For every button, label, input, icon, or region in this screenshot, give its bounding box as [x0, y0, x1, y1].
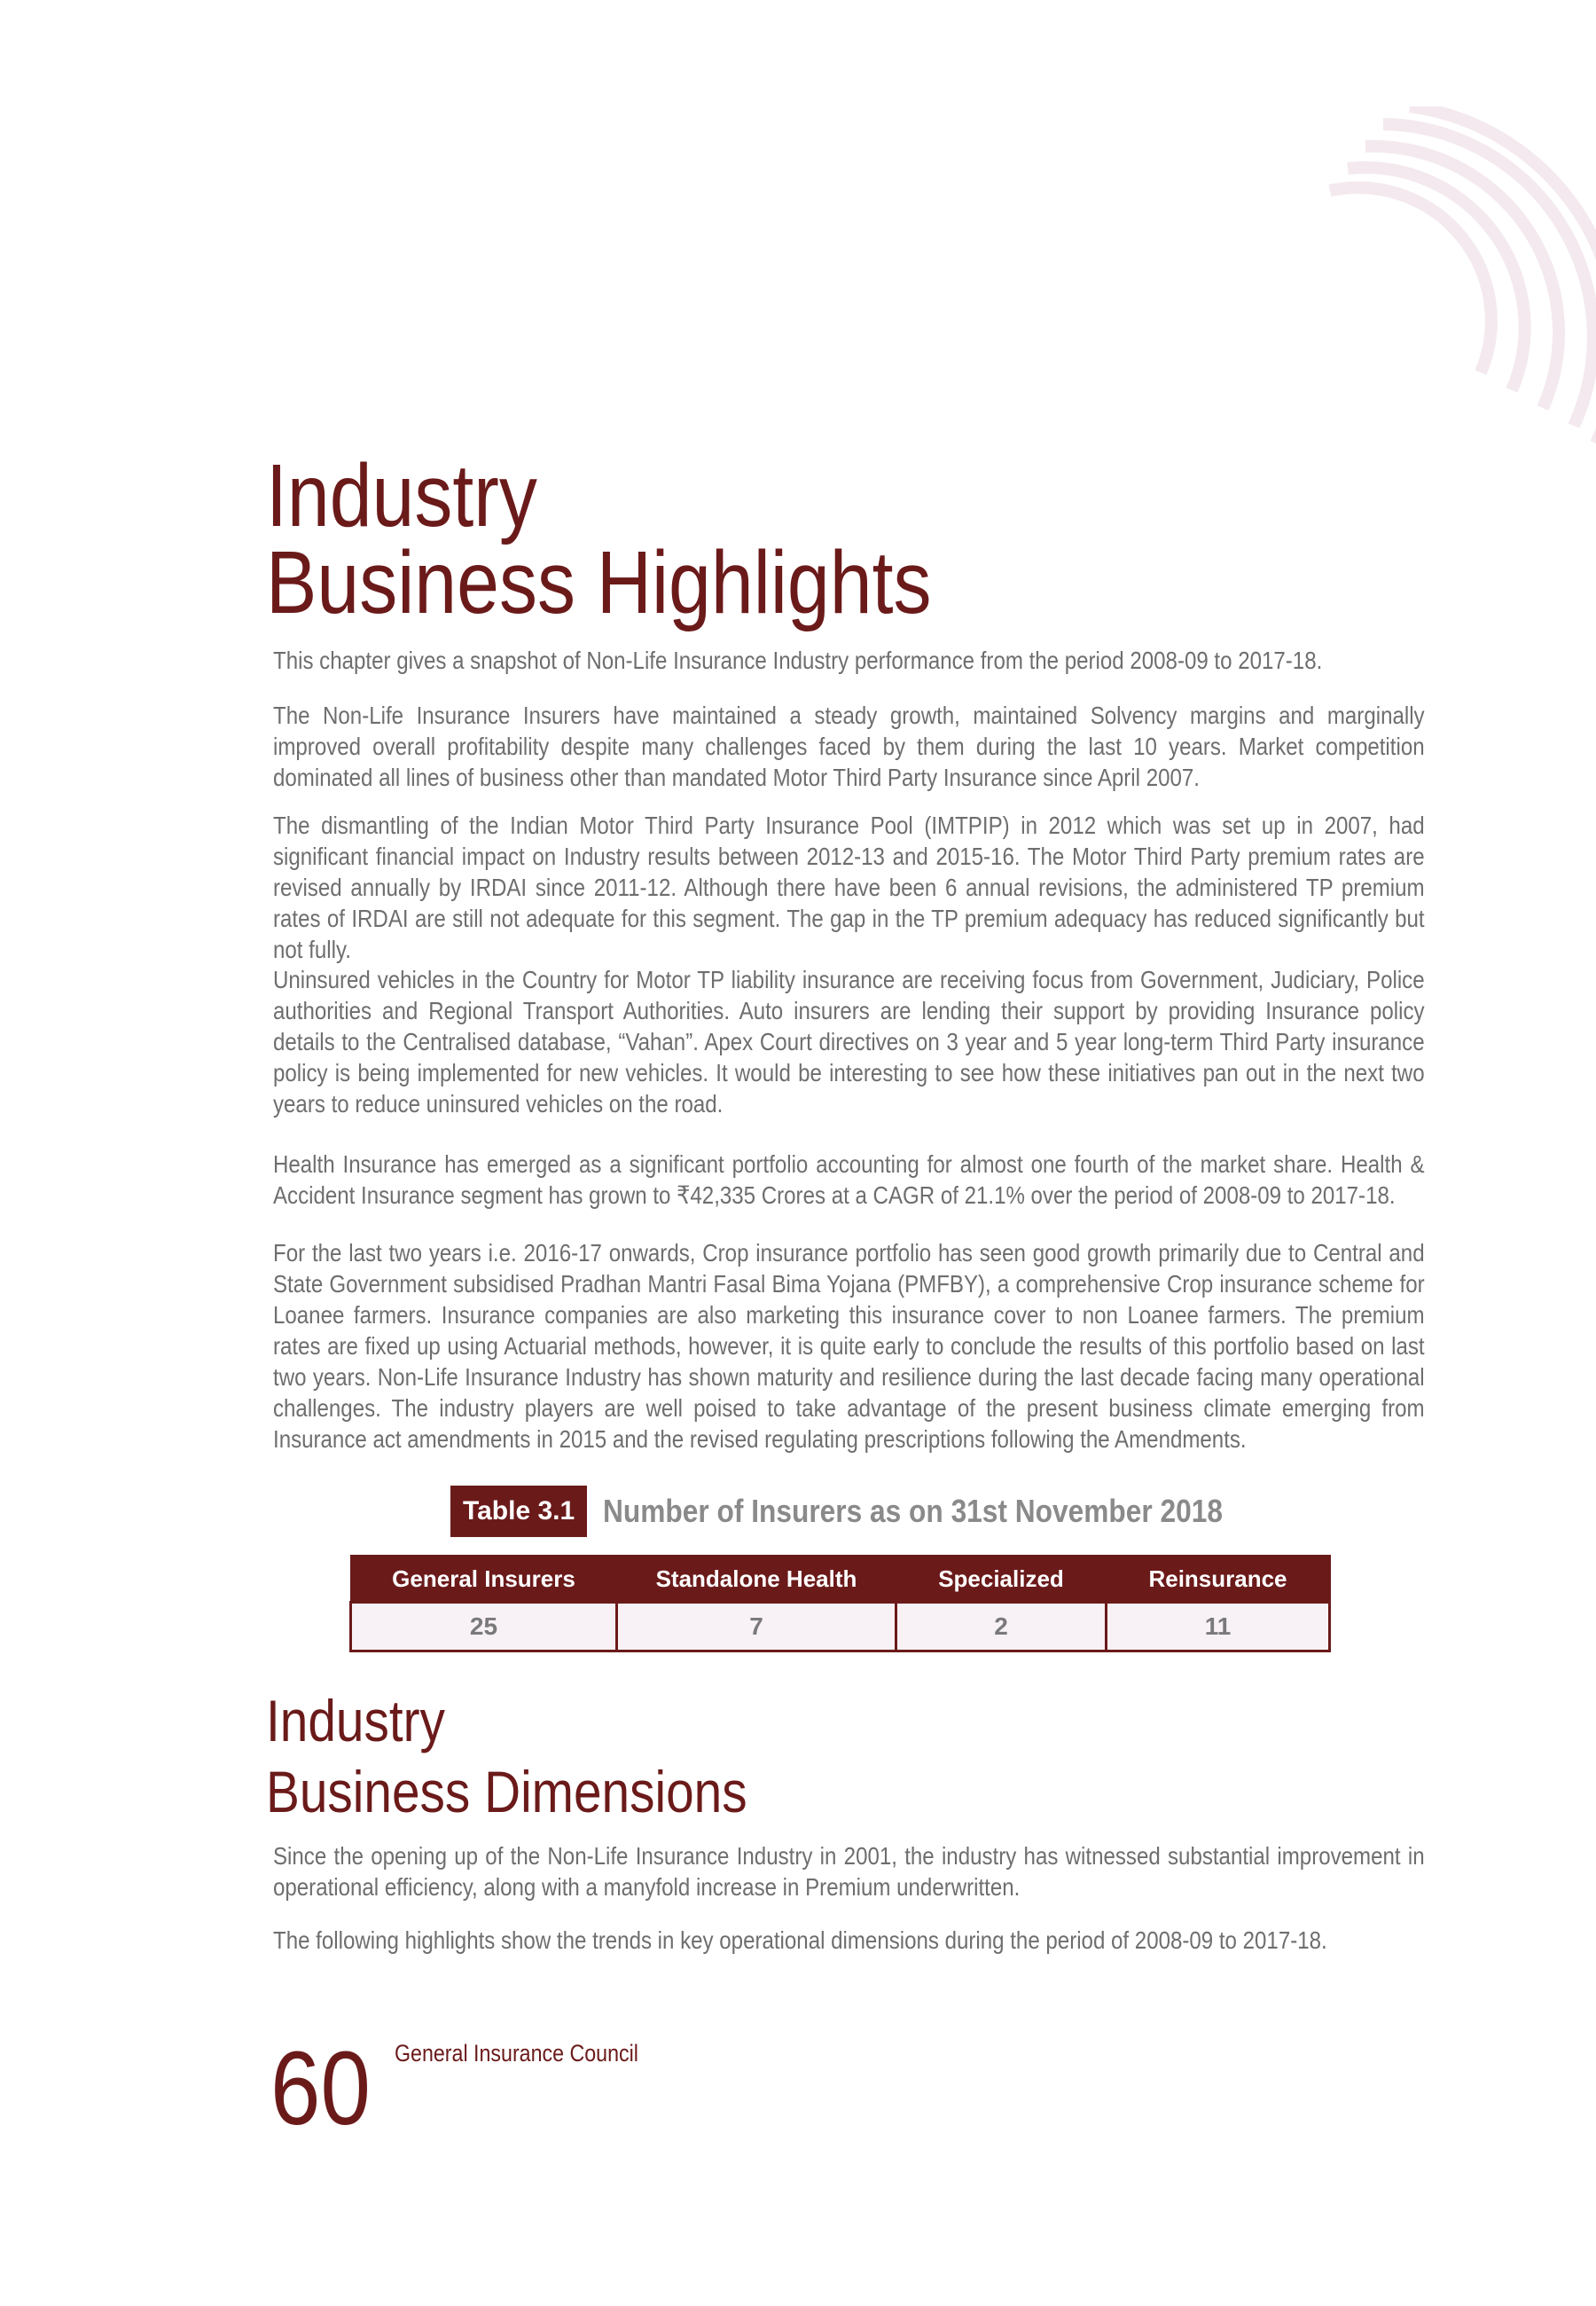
- paragraph-imtpip: The dismantling of the Indian Motor Third Party Insurance Pool (IMTPIP) in 2012 which was set up in 2007, had significant financial impact on Industry results between 2012-13 and 2015-16. The Motor Third Party premium rates are revised annually by IRDAI since 2011-12. Although there have been 6 annual revisions, the administered TP premium rates of IRDAI are still not adequate for this segment. The gap in the TP premium adequacy has reduced significantly but not fully.: [273, 812, 1425, 963]
- paragraph-trends: The following highlights show the trends in key operational dimensions during the period of 2008-09 to 2017-18.: [273, 1926, 1327, 1954]
- table-header-row: [351, 1556, 1330, 1603]
- paragraph-growth: The Non-Life Insurance Insurers have maintained a steady growth, maintained Solvency margins and marginally improved overall profitability despite many challenges faced by them during the last 10 years. Market competition dominated all lines of business other than mandated Motor Third Party Insurance since April 2007.: [273, 702, 1425, 791]
- insurers-table: [349, 1555, 1331, 1652]
- decorative-arcs: [1312, 106, 1596, 479]
- table-header-cell: General Insurers: [351, 1556, 617, 1603]
- table-title: [450, 1486, 1307, 1537]
- table-header-cell: Specialized: [896, 1556, 1107, 1603]
- footer-publisher: General Insurance Council: [395, 2040, 638, 2067]
- paragraph-health-insurance: Health Insurance has emerged as a significant portfolio accounting for almost one fourth of the market share. Health & Accident Insurance segment has grown to ₹42,335 Crores at a CAGR of 21.1% over the period of 2008-09 to 2017-18.: [273, 1150, 1425, 1209]
- table-caption: Number of Insurers as on 31st November 2018: [603, 1493, 1224, 1529]
- section-heading-highlights: [266, 446, 932, 632]
- heading-line: Business Dimensions: [266, 1759, 747, 1824]
- table-header-cell: Reinsurance: [1107, 1556, 1330, 1603]
- heading-line: Business Highlights: [266, 533, 932, 632]
- table-cell: 7: [617, 1603, 896, 1651]
- table-header-cell: Standalone Health: [617, 1556, 896, 1603]
- paragraph-intro: This chapter gives a snapshot of Non-Life Insurance Industry performance from the period 2008-09 to 2017-18.: [273, 647, 1323, 674]
- table-cell: 25: [351, 1603, 617, 1651]
- paragraph-opening-up: Since the opening up of the Non-Life Insurance Industry in 2001, the industry has witnessed substantial improvement in operational efficiency, along with a manyfold increase in Premium underwritten.: [273, 1842, 1425, 1901]
- table-cell: 2: [896, 1603, 1107, 1651]
- section-heading-dimensions: [266, 1685, 747, 1827]
- table-row: [351, 1603, 1330, 1651]
- paragraph-uninsured-vehicles: Uninsured vehicles in the Country for Motor TP liability insurance are receiving focus from Government, Judiciary, Police authorities and Regional Transport Authorities. Auto insurers are lending their support by providing Insurance policy details to the Centralised database, “Vahan”. Apex Court directives on 3 year and 5 year long-term Third Party insurance policy is being implemented for new vehicles. It would be interesting to see how these initiatives pan out in the next two years to reduce uninsured vehicles on the road.: [273, 966, 1425, 1118]
- paragraph-crop-insurance: For the last two years i.e. 2016-17 onwards, Crop insurance portfolio has seen good growth primarily due to Central and State Government subsidised Pradhan Mantri Fasal Bima Yojana (PMFBY), a comprehensive Crop insurance scheme for Loanee farmers. Insurance companies are also marketing this insurance cover to non Loanee farmers. The premium rates are fixed up using Actuarial methods, however, it is quite early to conclude the results of this portfolio based on last two years. Non-Life Insurance Industry has shown maturity and resilience during the last decade facing many operational challenges. The industry players are well poised to take advantage of the present business climate emerging from Insurance act amendments in 2015 and the revised regulating prescriptions following the Amendments.: [273, 1239, 1425, 1453]
- heading-line: Industry: [266, 446, 537, 545]
- heading-line: Industry: [266, 1688, 445, 1753]
- table-cell: 11: [1107, 1603, 1330, 1651]
- page-number: 60: [270, 2030, 371, 2147]
- table-label: Table 3.1: [450, 1486, 587, 1537]
